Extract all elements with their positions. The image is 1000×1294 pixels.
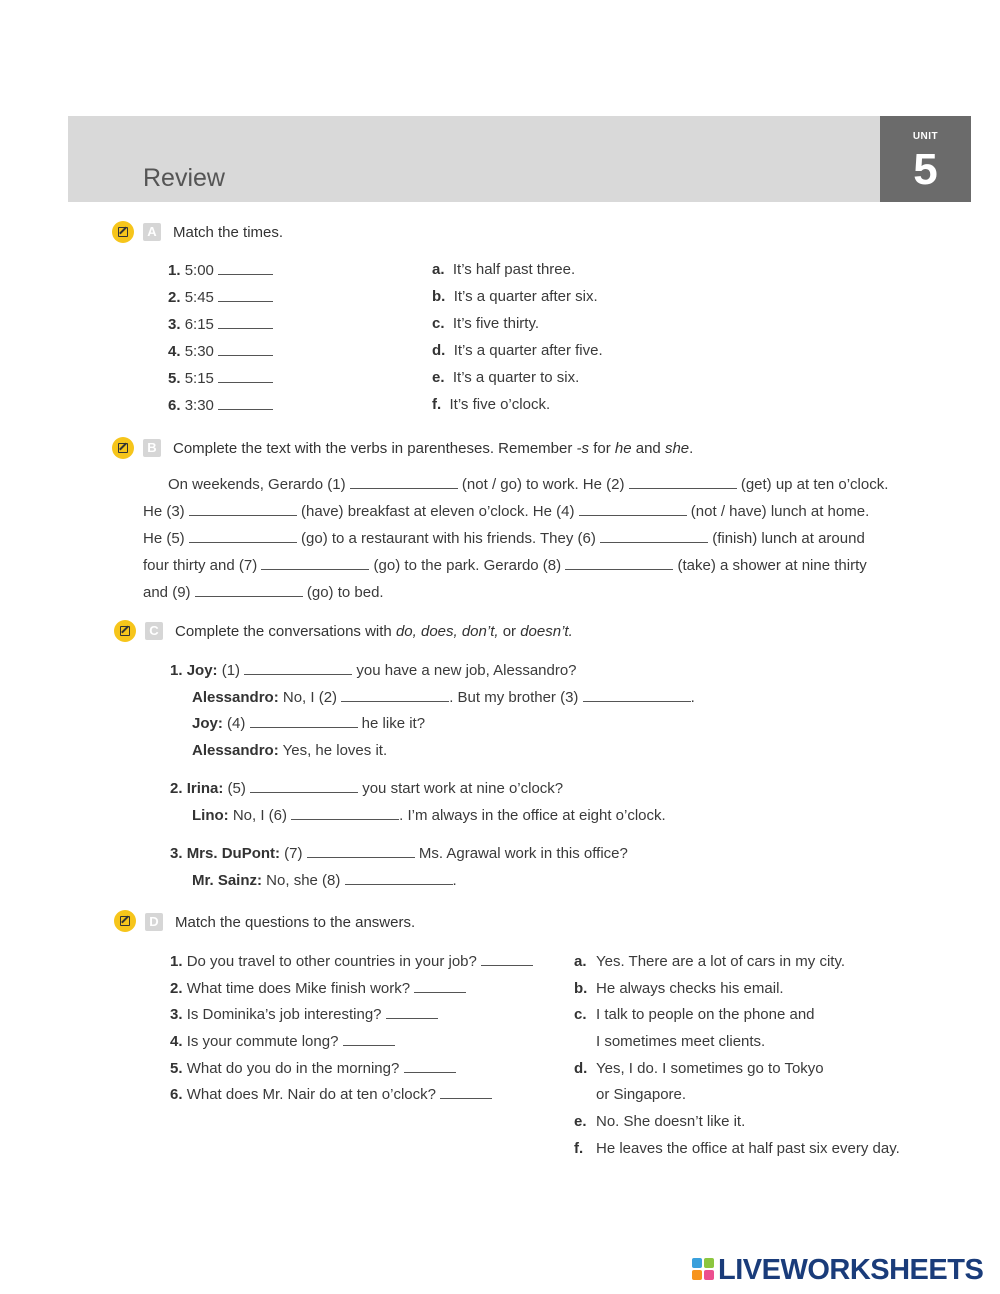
answer-blank[interactable] — [218, 264, 273, 275]
section-b-instruction: Complete the text with the verbs in parentheses. Remember -s for he and she. — [173, 440, 694, 457]
list-item: 1. 5:00 — [168, 262, 273, 279]
list-item: 2. What time does Mike finish work? — [170, 980, 466, 997]
page-title: Review — [143, 164, 225, 192]
answer-blank[interactable] — [189, 532, 297, 543]
list-item: d. It’s a quarter after five. — [432, 342, 603, 359]
answer-blank[interactable] — [565, 559, 673, 570]
answer-blank[interactable] — [579, 505, 687, 516]
answer-blank[interactable] — [291, 809, 399, 820]
paragraph-line: He (3) (have) breakfast at eleven o’clock. He (4) (not / have) lunch at home. — [143, 503, 870, 520]
list-item: d. Yes, I do. I sometimes go to Tokyo — [574, 1060, 824, 1077]
paragraph-line: and (9) (go) to bed. — [143, 584, 384, 601]
answer-blank[interactable] — [218, 399, 273, 410]
answer-blank[interactable] — [386, 1008, 438, 1019]
paragraph-line: He (5) (go) to a restaurant with his friends. They (6) (finish) lunch at around — [143, 530, 865, 547]
list-item: e. No. She doesn’t like it. — [574, 1113, 746, 1130]
answer-blank[interactable] — [244, 664, 352, 675]
list-item: c. It’s five thirty. — [432, 315, 539, 332]
answer-blank[interactable] — [195, 586, 303, 597]
list-item: 4. Is your commute long? — [170, 1033, 395, 1050]
answer-blank[interactable] — [341, 691, 449, 702]
answer-blank[interactable] — [218, 372, 273, 383]
section-letter-c: C — [145, 622, 163, 640]
answer-blank[interactable] — [600, 532, 708, 543]
list-item: 2. 5:45 — [168, 289, 273, 306]
answer-blank[interactable] — [250, 717, 358, 728]
paragraph-line: On weekends, Gerardo (1) (not / go) to work. He (2) (get) up at ten o’clock. — [168, 476, 889, 493]
logo-square — [692, 1258, 702, 1268]
dialog-line: 1. Joy: (1) you have a new job, Alessandro? — [170, 662, 577, 679]
list-item: f. It’s five o’clock. — [432, 396, 551, 413]
dialog-line: Joy: (4) he like it? — [192, 715, 426, 732]
list-item: 6. 3:30 — [168, 397, 273, 414]
answer-blank[interactable] — [189, 505, 297, 516]
list-item: 3. 6:15 — [168, 316, 273, 333]
logo-square — [704, 1270, 714, 1280]
answer-blank[interactable] — [481, 955, 533, 966]
dialog-line: Mr. Sainz: No, she (8) . — [192, 872, 457, 889]
unit-label: UNIT — [912, 131, 939, 142]
answer-blank[interactable] — [350, 478, 458, 489]
list-item: or Singapore. — [596, 1086, 687, 1103]
answer-blank[interactable] — [307, 847, 415, 858]
list-item: 6. What does Mr. Nair do at ten o’clock? — [170, 1086, 492, 1103]
answer-blank[interactable] — [440, 1088, 492, 1099]
answer-blank[interactable] — [345, 874, 453, 885]
logo-text: LIVEWORKSHEETS — [718, 1254, 984, 1286]
section-c-instruction: Complete the conversations with do, does, don’t, or doesn’t. — [175, 623, 573, 640]
dialog-line: Alessandro: Yes, he loves it. — [192, 742, 388, 759]
list-item: c. I talk to people on the phone and — [574, 1006, 815, 1023]
list-item: 5. 5:15 — [168, 370, 273, 387]
list-item: 5. What do you do in the morning? — [170, 1060, 456, 1077]
list-item: e. It’s a quarter to six. — [432, 369, 580, 386]
dialog-line: 2. Irina: (5) you start work at nine o’clock? — [170, 780, 564, 797]
answer-blank[interactable] — [261, 559, 369, 570]
answer-blank[interactable] — [218, 318, 273, 329]
paragraph-line: four thirty and (7) (go) to the park. Gerardo (8) (take) a shower at nine thirty — [143, 557, 867, 574]
list-item: 3. Is Dominika’s job interesting? — [170, 1006, 438, 1023]
list-item: 4. 5:30 — [168, 343, 273, 360]
list-item: f. He leaves the office at half past six every day. — [574, 1140, 900, 1157]
edit-icon — [114, 620, 136, 642]
list-item: I sometimes meet clients. — [596, 1033, 766, 1050]
edit-icon — [112, 437, 134, 459]
section-d-instruction: Match the questions to the answers. — [175, 914, 416, 931]
answer-blank[interactable] — [343, 1035, 395, 1046]
section-letter-a: A — [143, 223, 161, 241]
logo-square — [704, 1258, 714, 1268]
dialog-line: 3. Mrs. DuPont: (7) Ms. Agrawal work in this office? — [170, 845, 628, 862]
dialog-line: Alessandro: No, I (2) . But my brother (3) . — [192, 689, 695, 706]
answer-blank[interactable] — [414, 982, 466, 993]
answer-blank[interactable] — [629, 478, 737, 489]
answer-blank[interactable] — [218, 345, 273, 356]
logo-squares-icon — [692, 1258, 714, 1280]
unit-badge — [880, 116, 971, 202]
section-letter-d: D — [145, 913, 163, 931]
list-item: b. It’s a quarter after six. — [432, 288, 598, 305]
answer-blank[interactable] — [583, 691, 691, 702]
logo-square — [692, 1270, 702, 1280]
edit-icon — [114, 910, 136, 932]
section-a-instruction: Match the times. — [173, 224, 284, 241]
unit-number: 5 — [913, 145, 938, 194]
edit-icon — [112, 221, 134, 243]
section-letter-b: B — [143, 439, 161, 457]
dialog-line: Lino: No, I (6) . I’m always in the office at eight o’clock. — [192, 807, 666, 824]
list-item: a. It’s half past three. — [432, 261, 576, 278]
list-item: b. He always checks his email. — [574, 980, 784, 997]
list-item: 1. Do you travel to other countries in your job? — [170, 953, 533, 970]
answer-blank[interactable] — [404, 1062, 456, 1073]
answer-blank[interactable] — [218, 291, 273, 302]
list-item: a. Yes. There are a lot of cars in my city. — [574, 953, 845, 970]
answer-blank[interactable] — [250, 782, 358, 793]
